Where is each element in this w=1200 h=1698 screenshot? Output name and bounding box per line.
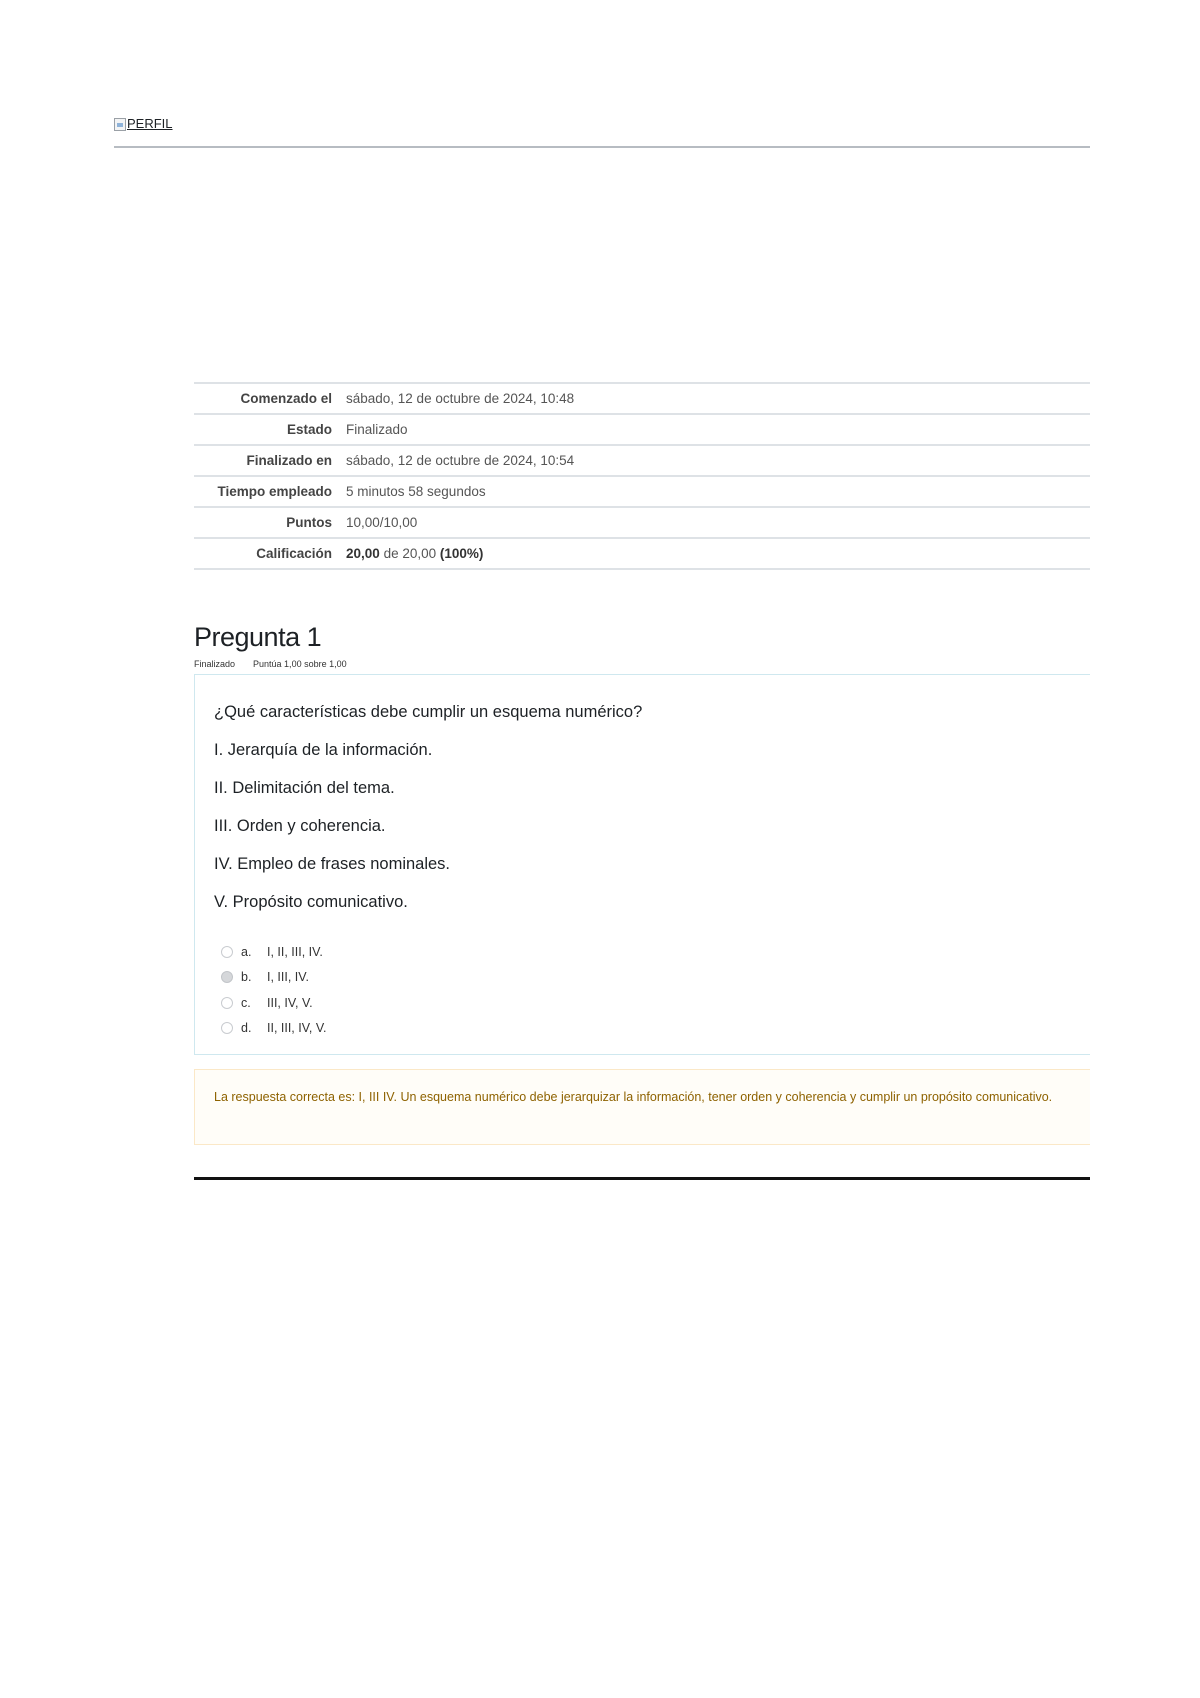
- summary-label: Comenzado el: [240, 391, 332, 406]
- question-item: II. Delimitación del tema.: [214, 779, 395, 797]
- radio-button[interactable]: [221, 1022, 233, 1034]
- answer-option-b[interactable]: [221, 965, 327, 991]
- page-header: [114, 116, 1090, 148]
- summary-row-time-taken: [194, 476, 1090, 507]
- feedback-text: La respuesta correcta es: I, III IV. Un esquema numérico debe jerarquizar la información, tener orden y coherencia y cumplir un propósito comunicativo.: [214, 1090, 1053, 1104]
- question-item: V. Propósito comunicativo.: [214, 893, 408, 911]
- summary-value: [344, 538, 1090, 569]
- answer-option-c[interactable]: [221, 990, 327, 1016]
- answer-text: III, IV, V.: [267, 995, 313, 1010]
- answer-option-a[interactable]: [221, 939, 327, 965]
- summary-row-state: [194, 414, 1090, 445]
- question-title: Pregunta 1: [194, 622, 322, 652]
- summary-value: Finalizado: [346, 422, 408, 437]
- question-prompt: ¿Qué características debe cumplir un esquema numérico?: [214, 703, 643, 721]
- logo-link[interactable]: [114, 116, 173, 131]
- summary-value: sábado, 12 de octubre de 2024, 10:54: [346, 453, 575, 468]
- answer-letter: c.: [241, 995, 251, 1010]
- answer-text: I, III, IV.: [267, 970, 309, 985]
- summary-label: Finalizado en: [246, 453, 332, 468]
- summary-row-grade: [194, 538, 1090, 569]
- summary-label: Tiempo empleado: [217, 484, 332, 499]
- logo-alt-text: PERFIL: [127, 116, 173, 131]
- answer-letter: a.: [241, 944, 252, 959]
- question-info: [194, 659, 347, 669]
- question-item: III. Orden y coherencia.: [214, 817, 386, 835]
- summary-row-finished: [194, 445, 1090, 476]
- question-item: IV. Empleo de frases nominales.: [214, 855, 451, 873]
- grade-of-text: de 20,00: [383, 546, 437, 561]
- broken-image-icon: [114, 118, 126, 131]
- summary-value: 5 minutos 58 segundos: [346, 484, 486, 499]
- summary-row-points: [194, 507, 1090, 538]
- radio-button[interactable]: [221, 946, 233, 958]
- answer-option-d[interactable]: [221, 1016, 327, 1042]
- radio-button-selected[interactable]: [221, 971, 233, 983]
- question-item: I. Jerarquía de la información.: [214, 741, 433, 759]
- feedback-box: [194, 1069, 1090, 1145]
- summary-label: Calificación: [256, 546, 332, 561]
- summary-value: 10,00/10,00: [346, 515, 418, 530]
- question-box: [194, 674, 1090, 1055]
- summary-label: Estado: [286, 422, 332, 437]
- question-text: [214, 693, 642, 921]
- summary-label: Puntos: [286, 515, 332, 530]
- answer-text: I, II, III, IV.: [267, 944, 323, 959]
- summary-value: sábado, 12 de octubre de 2024, 10:48: [346, 391, 575, 406]
- grade-percent: (100%): [439, 546, 484, 561]
- radio-button[interactable]: [221, 997, 233, 1009]
- answer-letter: b.: [241, 970, 252, 985]
- attempt-summary-table: [194, 382, 1090, 570]
- divider: [194, 1177, 1090, 1180]
- question-status: Finalizado: [194, 659, 236, 669]
- question-points: Puntúa 1,00 sobre 1,00: [253, 659, 347, 669]
- answer-letter: d.: [241, 1021, 252, 1036]
- answer-options: [221, 939, 327, 1041]
- grade-score: 20,00: [346, 546, 380, 561]
- summary-row-started: [194, 383, 1090, 414]
- answer-text: II, III, IV, V.: [267, 1021, 327, 1036]
